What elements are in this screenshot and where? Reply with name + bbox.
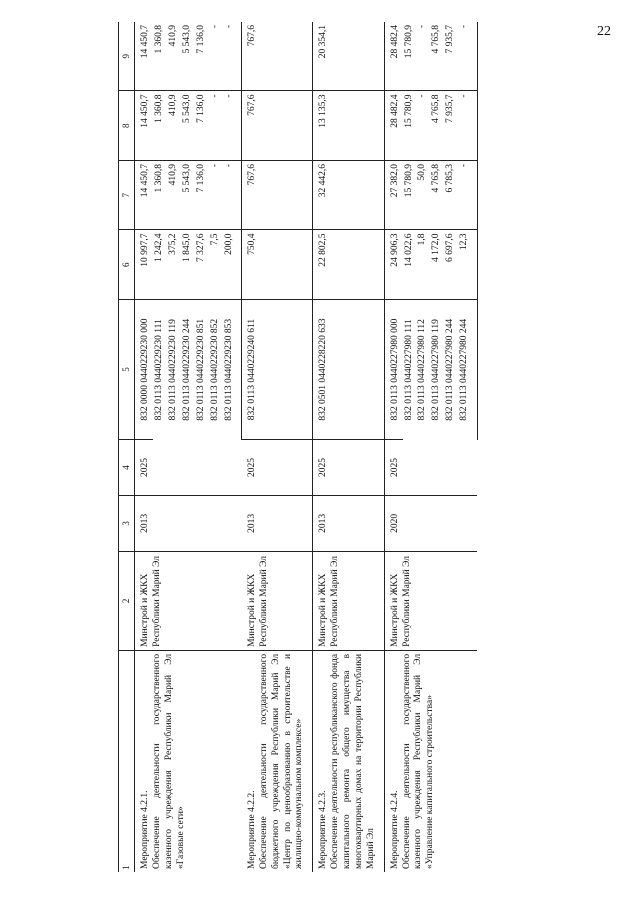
budget-code-cell: 832 0113 0440227980 111: [403, 319, 414, 421]
measure-description: Обеспечение деятельности государственного бюджетного учреждения Республики Марий Эл «Центр по ценообразованию в строительстве и жилищно-коммунальном комплексе»: [258, 653, 305, 869]
value-col-8: -: [223, 91, 242, 161]
value-col-6: 7,5: [209, 230, 223, 300]
budget-code-cell: 832 0113 0440229240 611: [242, 299, 313, 439]
header-col-4: 4: [119, 440, 135, 496]
value-col-8: -: [416, 91, 430, 161]
value-col-7: -: [223, 160, 242, 230]
header-col-5: 5: [119, 299, 135, 439]
value-col-6: 1 845,0: [181, 230, 195, 300]
value-col-7: 1 360,8: [153, 160, 167, 230]
value-col-6: 14 022,6: [403, 230, 417, 300]
budget-code-cell: 832 0113 0440227980 244: [445, 318, 456, 421]
value-col-6: 750,4: [242, 230, 313, 300]
measure-name: Мероприятие 4.2.3.: [318, 790, 329, 869]
budget-code-cell: 832 0113 0440229230 852: [209, 318, 220, 421]
value-col-6: 1,8: [416, 230, 430, 300]
header-col-6: 6: [119, 230, 135, 300]
end-year-cell: 2025: [135, 440, 242, 496]
measure-cell: [242, 650, 313, 872]
measure-cell: [135, 650, 242, 872]
value-col-9: 1 360,8: [153, 22, 167, 91]
value-col-7: 767,6: [242, 160, 313, 230]
value-col-7: 50,0: [416, 160, 430, 230]
budget-code-cell: 832 0113 0440229230 119: [168, 319, 178, 421]
value-col-6: 6 697,6: [444, 230, 458, 300]
budget-code-cell: 832 0113 0440229230 111: [154, 319, 165, 421]
value-col-7: 4 765,8: [430, 160, 444, 230]
value-col-7: 32 442,6: [313, 160, 384, 230]
start-year-cell: 2020: [384, 495, 477, 551]
executor-cell: Минстрой и ЖКХ Республики Марий Эл: [313, 551, 384, 650]
budget-code-cell: 832 0113 0440229230 244: [181, 318, 192, 421]
value-col-8: 1 360,8: [153, 91, 167, 161]
executor-cell: Минстрой и ЖКХ Республики Марий Эл: [242, 551, 313, 650]
page-number: 22: [597, 24, 611, 39]
value-col-7: -: [458, 160, 477, 230]
table-row: [384, 22, 402, 872]
value-col-6: 10 997,7: [135, 230, 153, 300]
value-col-9: -: [209, 22, 223, 91]
budget-code-cell: 832 0113 0440227980 244: [458, 299, 477, 439]
header-col-2: 2: [119, 551, 135, 650]
budget-code-cell: 832 0113 0440227980 112: [417, 319, 428, 421]
value-col-6: 4 172,0: [430, 230, 444, 300]
table-body: [135, 22, 478, 872]
value-col-9: 28 482,4: [384, 22, 402, 91]
value-col-6: 7 327,6: [195, 230, 209, 300]
measure-name: Мероприятие 4.2.2.: [246, 790, 257, 869]
value-col-7: 14 450,7: [135, 160, 153, 230]
value-col-9: 7 136,0: [195, 22, 209, 91]
value-col-8: 4 765,8: [430, 91, 444, 161]
value-col-7: 27 382,0: [384, 160, 402, 230]
value-col-9: 767,6: [242, 22, 313, 91]
value-col-9: 20 354,1: [313, 22, 384, 91]
measure-description: Обеспечение деятельности государственного казенного учреждения Республики Марий Эл «Газовые сети»: [152, 653, 186, 869]
table-row: [313, 22, 384, 872]
value-col-6: 12,3: [458, 230, 477, 300]
budget-code-cell: 832 0113 0440229230 851: [195, 318, 206, 421]
start-year-cell: 2013: [135, 495, 242, 551]
value-col-8: -: [458, 91, 477, 161]
measure-cell: [384, 650, 477, 872]
rotated-table-container: [118, 22, 538, 872]
value-col-9: -: [416, 22, 430, 91]
budget-code-cell: 832 0113 0440227980 000: [384, 299, 402, 439]
header-col-1: 1: [119, 650, 135, 872]
value-col-9: 7 935,7: [444, 22, 458, 91]
budget-code-cell: 832 0113 0440229230 853: [223, 299, 242, 439]
value-col-6: 22 802,5: [313, 230, 384, 300]
value-col-6: 24 906,3: [384, 230, 402, 300]
start-year-cell: 2013: [242, 495, 313, 551]
header-col-9: 9: [119, 22, 135, 91]
executor-cell: Минстрой и ЖКХ Республики Марий Эл: [384, 551, 477, 650]
end-year-cell: 2025: [384, 440, 477, 496]
start-year-cell: 2013: [313, 495, 384, 551]
value-col-8: 410,9: [167, 91, 181, 161]
measure-description: Обеспечение деятельности республиканского фонда капитального ремонта общего имущества в многоквартирных домах на территории Республики Марий Эл: [330, 653, 376, 869]
executor-cell: Минстрой и ЖКХ Республики Марий Эл: [135, 551, 242, 650]
table-row: [135, 22, 153, 872]
budget-code-cell: 832 0501 0440228220 633: [313, 299, 384, 439]
header-row: [119, 22, 135, 872]
value-col-6: 375,2: [167, 230, 181, 300]
header-col-7: 7: [119, 160, 135, 230]
value-col-9: -: [458, 22, 477, 91]
value-col-8: -: [209, 91, 223, 161]
value-col-7: -: [209, 160, 223, 230]
value-col-9: 4 765,8: [430, 22, 444, 91]
end-year-cell: 2025: [242, 440, 313, 496]
value-col-9: -: [223, 22, 242, 91]
measure-name: Мероприятие 4.2.1.: [140, 790, 151, 869]
value-col-8: 7 136,0: [195, 91, 209, 161]
measure-description: Обеспечение деятельности государственного казенного учреждения Республики Марий Эл «Управление капитального строительства»: [401, 653, 436, 869]
value-col-8: 5 543,0: [181, 91, 195, 161]
value-col-7: 15 780,9: [403, 160, 417, 230]
value-col-8: 7 935,7: [444, 91, 458, 161]
budget-table: [118, 22, 478, 872]
end-year-cell: 2025: [313, 440, 384, 496]
value-col-7: 7 136,0: [195, 160, 209, 230]
value-col-7: 410,9: [167, 160, 181, 230]
value-col-8: 767,6: [242, 91, 313, 161]
value-col-6: 1 242,4: [153, 230, 167, 300]
value-col-6: 200,0: [223, 230, 242, 300]
value-col-9: 14 450,7: [135, 22, 153, 91]
value-col-8: 28 482,4: [384, 91, 402, 161]
value-col-7: 6 785,3: [444, 160, 458, 230]
budget-code-cell: 832 0000 0440229230 000: [135, 299, 153, 439]
value-col-9: 15 780,9: [403, 22, 417, 91]
budget-code-cell: 832 0113 0440227980 119: [431, 319, 442, 421]
value-col-8: 14 450,7: [135, 91, 153, 161]
value-col-9: 5 543,0: [181, 22, 195, 91]
measure-cell: [313, 650, 384, 872]
measure-name: Мероприятие 4.2.4.: [389, 790, 400, 869]
value-col-9: 410,9: [167, 22, 181, 91]
header-col-8: 8: [119, 91, 135, 161]
value-col-7: 5 543,0: [181, 160, 195, 230]
value-col-8: 13 135,3: [313, 91, 384, 161]
header-col-3: 3: [119, 495, 135, 551]
value-col-8: 15 780,9: [403, 91, 417, 161]
table-row: [242, 22, 313, 872]
